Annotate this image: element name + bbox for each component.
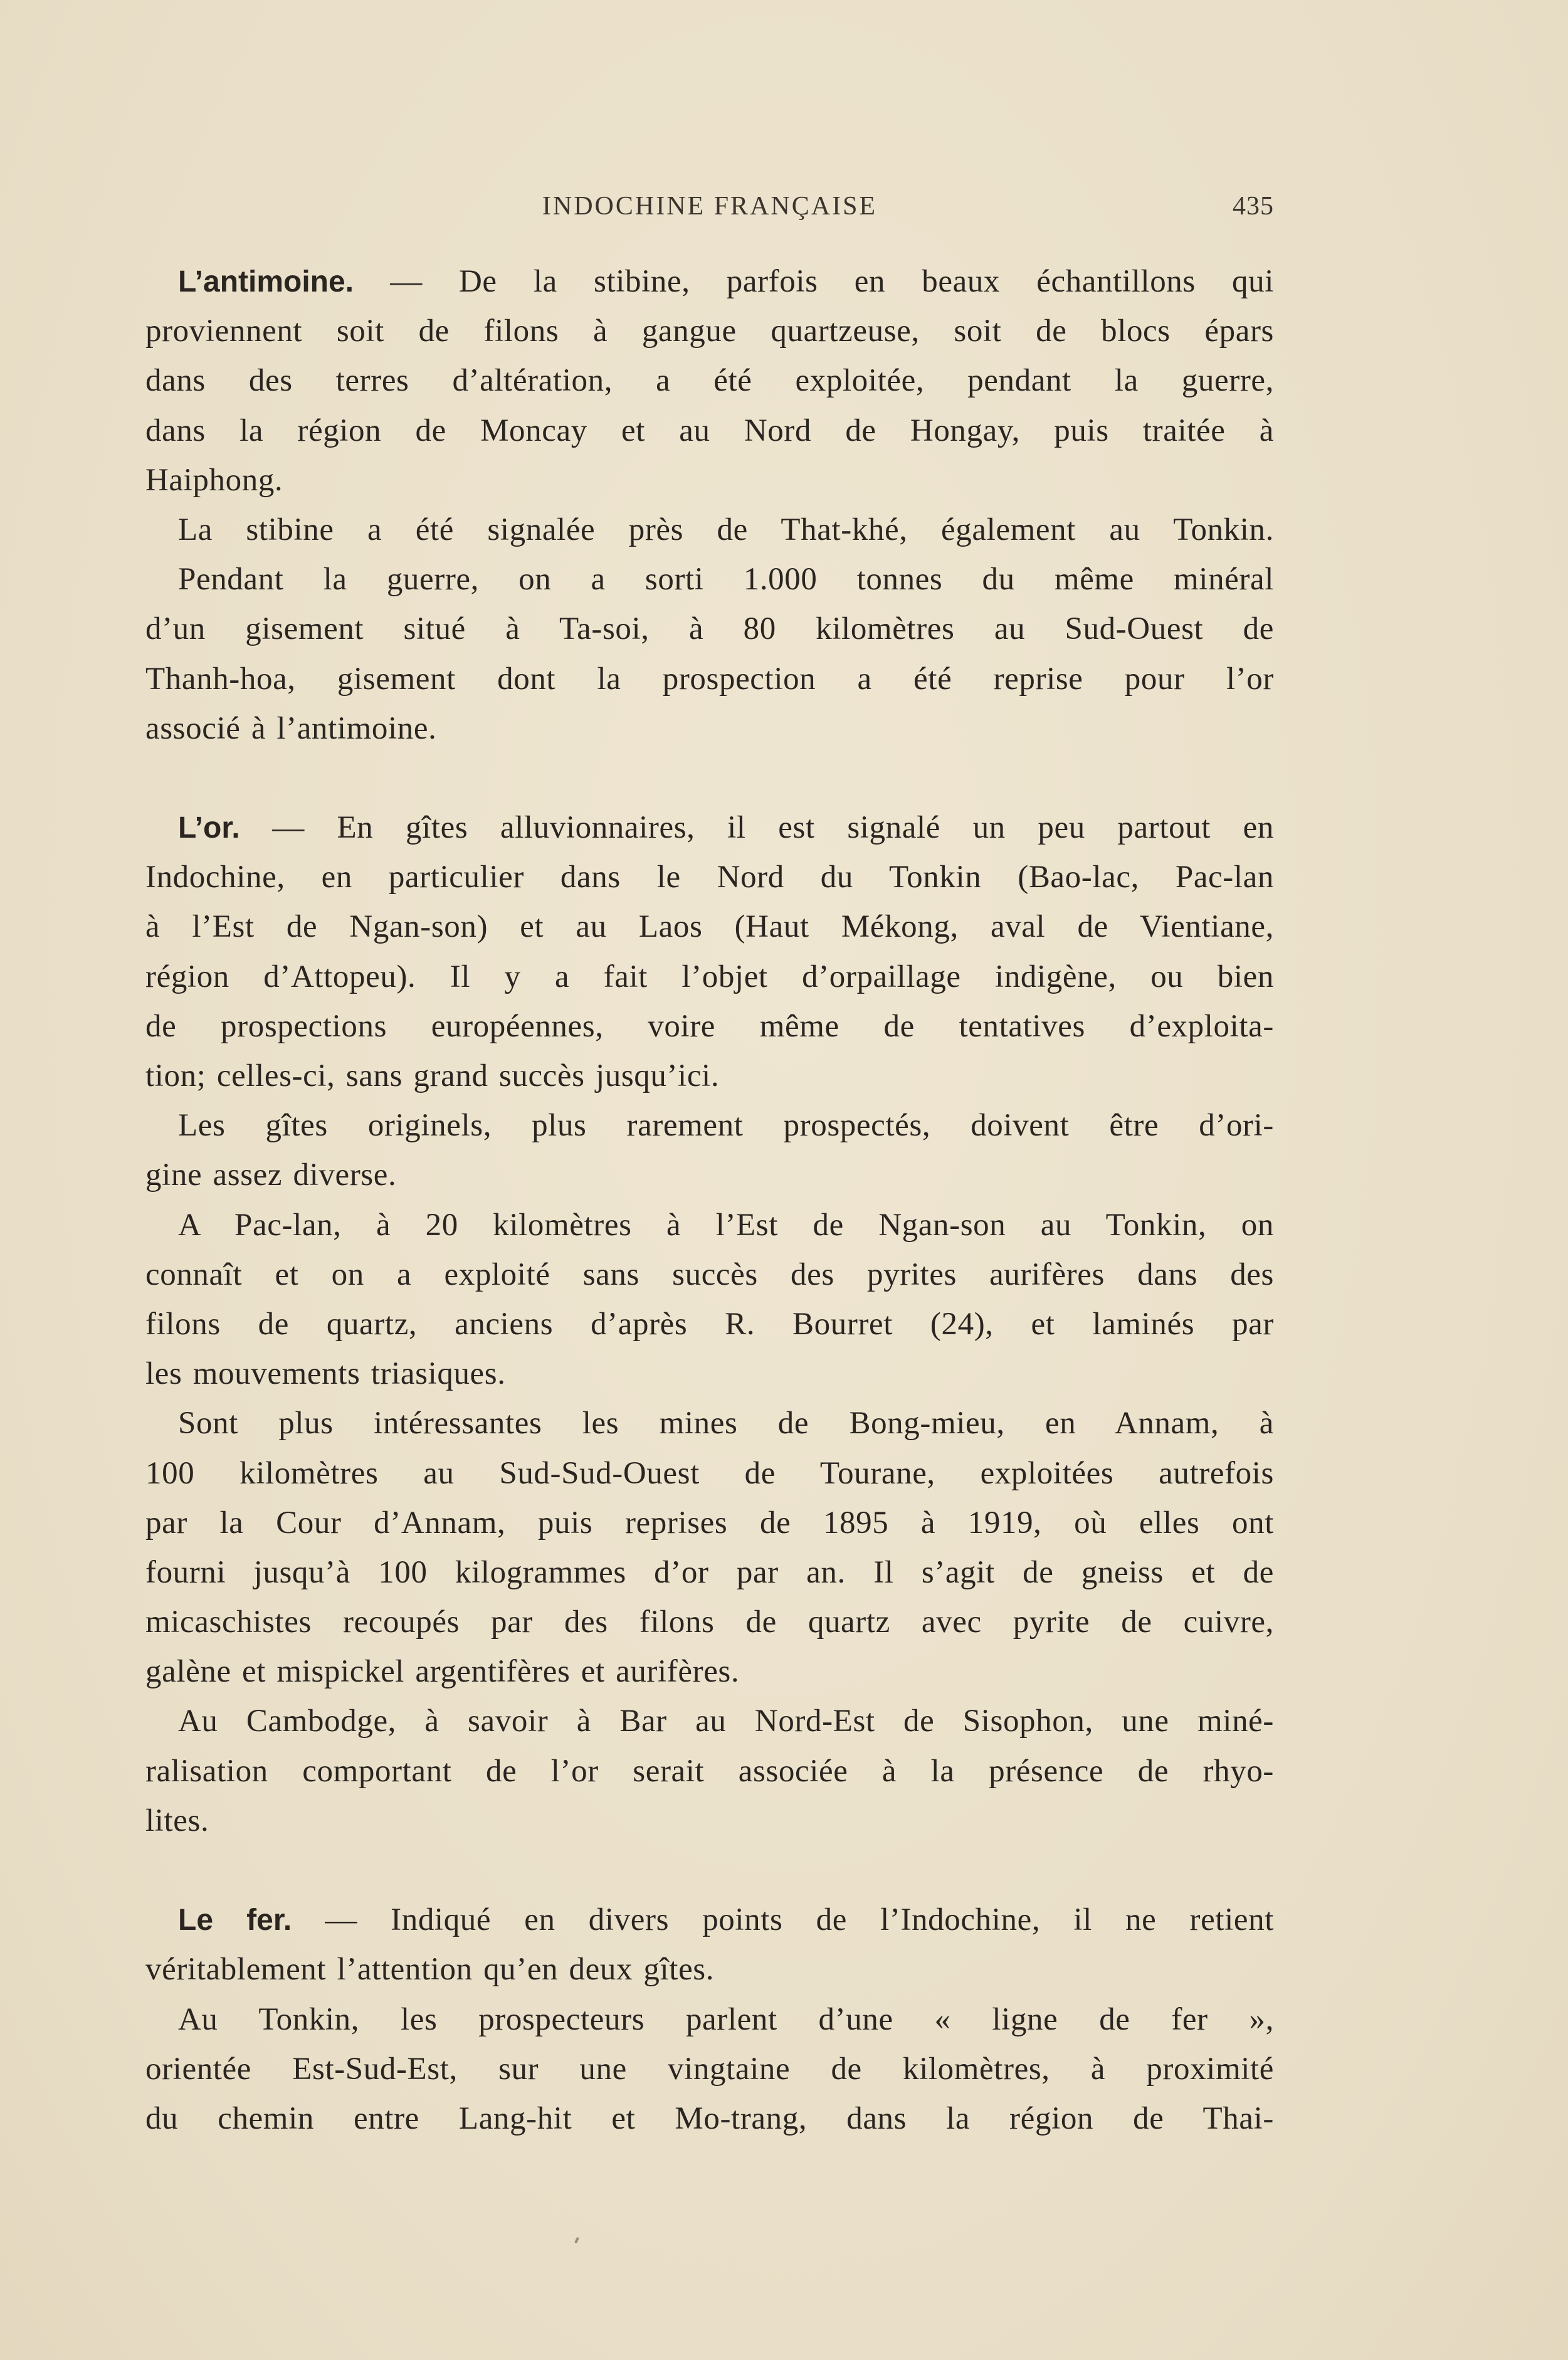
text-line: ralisation comportant de l’or serait associée à la présence de rhyo-	[145, 1753, 1274, 1789]
section-heading: Le fer.	[178, 1904, 292, 1937]
text-line: associé à l’antimoine.	[145, 710, 437, 746]
text-line: Les gîtes originels, plus rarement prospectés, doivent être d’ori-	[178, 1108, 1274, 1144]
paper-speck	[574, 2237, 579, 2244]
text-line: dans des terres d’altération, a été exploitée, pendant la guerre,	[145, 363, 1274, 399]
text-line: fourni jusqu’à 100 kilogrammes d’or par an. Il s’agit de gneiss et de	[145, 1554, 1274, 1590]
text-line: dans la région de Moncay et au Nord de Hongay, puis traitée à	[145, 413, 1274, 448]
page-number: 435	[1233, 192, 1274, 221]
text-line: Indochine, en particulier dans le Nord du Tonkin (Bao-lac, Pac-lan	[145, 860, 1274, 895]
text-line: les mouvements triasiques.	[145, 1356, 506, 1392]
section-heading: L’antimoine.	[178, 265, 354, 298]
running-title: INDOCHINE FRANÇAISE	[542, 192, 878, 221]
text-line: micaschistes recoupés par des filons de quartz avec pyrite de cuivre,	[145, 1604, 1274, 1640]
text-line: Thanh-hoa, gisement dont la prospection a été reprise pour l’or	[145, 661, 1274, 697]
text-line: Haiphong.	[145, 462, 283, 498]
text-line: Au Cambodge, à savoir à Bar au Nord-Est de Sisophon, une miné-	[178, 1704, 1274, 1739]
section-heading: L’or.	[178, 811, 240, 845]
section-gap	[145, 1846, 1274, 1895]
text-line: du chemin entre Lang-hit et Mo-trang, dans la région de Thai-	[145, 2100, 1274, 2136]
text-line: véritablement l’attention qu’en deux gîtes.	[145, 1952, 715, 1988]
running-head	[145, 191, 1274, 229]
text-line: d’un gisement situé à Ta-soi, à 80 kilomètres au Sud-Ouest de	[145, 611, 1274, 647]
text-line: connaît et on a exploité sans succès des pyrites aurifères dans des	[145, 1256, 1274, 1292]
text-line: L’antimoine. — De la stibine, parfois en beaux échantillons qui	[178, 264, 1274, 299]
text-line: Au Tonkin, les prospecteurs parlent d’une « ligne de fer »,	[178, 2001, 1274, 2037]
text-line: proviennent soit de filons à gangue quartzeuse, soit de blocs épars	[145, 313, 1274, 349]
section-gap	[145, 754, 1274, 803]
text-line: 100 kilomètres au Sud-Sud-Ouest de Tourane, exploitées autrefois	[145, 1455, 1274, 1491]
text-line: Pendant la guerre, on a sorti 1.000 tonnes du même minéral	[178, 562, 1274, 598]
text-line: à l’Est de Ngan-son) et au Laos (Haut Mékong, aval de Vientiane,	[145, 909, 1274, 945]
text-line: gine assez diverse.	[145, 1157, 397, 1193]
body-text	[145, 257, 1274, 2144]
section-antimoine	[145, 257, 1274, 754]
text-line: région d’Attopeu). Il y a fait l’objet d’orpaillage indigène, ou bien	[145, 959, 1274, 994]
text-line: Le fer. — Indiqué en divers points de l’Indochine, il ne retient	[178, 1902, 1274, 1938]
section-or	[145, 803, 1274, 1846]
text-line: filons de quartz, anciens d’après R. Bourret (24), et laminés par	[145, 1306, 1274, 1342]
text-line: A Pac-lan, à 20 kilomètres à l’Est de Ngan-son au Tonkin, on	[178, 1207, 1274, 1243]
text-line: lites.	[145, 1803, 209, 1838]
section-fer	[145, 1895, 1274, 2144]
text-line: Sont plus intéressantes les mines de Bong-mieu, en Annam, à	[178, 1406, 1274, 1441]
text-line: de prospections européennes, voire même de tentatives d’exploita-	[145, 1008, 1274, 1044]
text-line: L’or. — En gîtes alluvionnaires, il est signalé un peu partout en	[178, 810, 1274, 846]
text-line: par la Cour d’Annam, puis reprises de 1895 à 1919, où elles ont	[145, 1505, 1274, 1541]
text-line: tion; celles-ci, sans grand succès jusqu’ici.	[145, 1058, 720, 1093]
text-line: orientée Est-Sud-Est, sur une vingtaine de kilomètres, à proximité	[145, 2051, 1274, 2087]
text-line: galène et mispickel argentifères et aurifères.	[145, 1654, 740, 1690]
text-line: La stibine a été signalée près de That-khé, également au Tonkin.	[178, 512, 1274, 547]
